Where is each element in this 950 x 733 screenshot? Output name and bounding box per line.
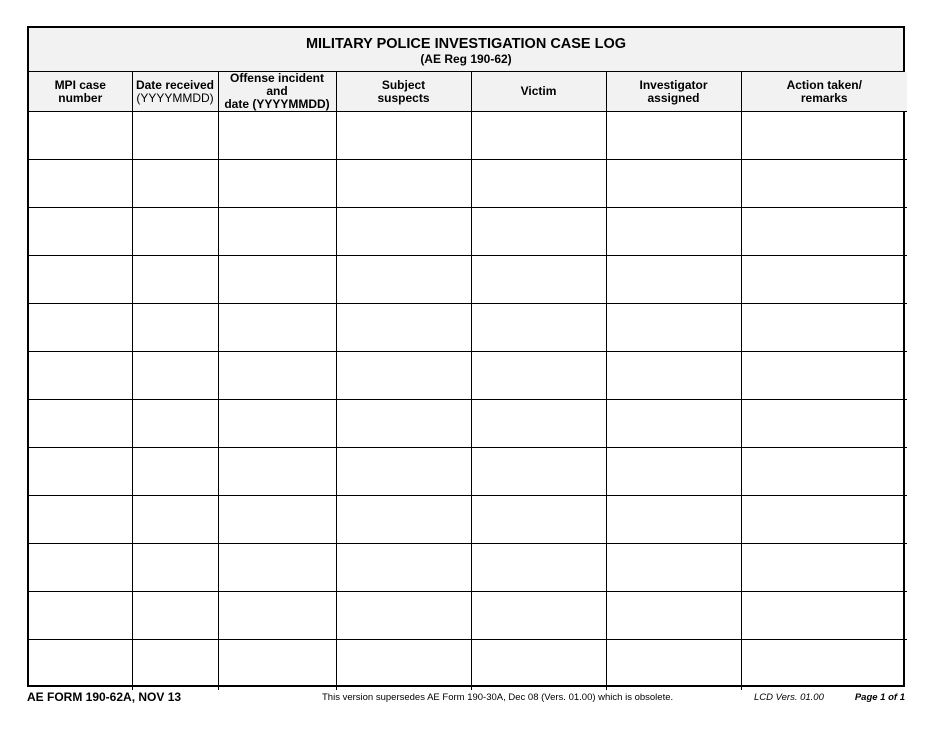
investigator-field[interactable] [606,592,741,640]
investigator-field[interactable] [606,400,741,448]
date-received-field[interactable] [132,496,218,544]
table-row [29,496,907,544]
subject-suspects-field[interactable] [336,400,471,448]
action-taken-field[interactable] [741,256,907,304]
offense-incident-field[interactable] [218,448,336,496]
action-taken-field[interactable] [741,400,907,448]
offense-incident-field[interactable] [218,544,336,592]
offense-incident-field[interactable] [218,592,336,640]
mpi-case-number-field[interactable] [29,496,132,544]
table-row [29,352,907,400]
col-header-line2: suspects [377,90,430,105]
offense-incident-field[interactable] [218,256,336,304]
subject-suspects-field[interactable] [336,256,471,304]
table-row [29,544,907,592]
investigator-field[interactable] [606,112,741,160]
subject-suspects-field[interactable] [336,112,471,160]
investigator-field[interactable] [606,448,741,496]
victim-field[interactable] [471,640,606,691]
offense-incident-field[interactable] [218,640,336,691]
subject-suspects-field[interactable] [336,592,471,640]
col-header-line1: Offense incident and [229,71,324,98]
table-row [29,304,907,352]
action-taken-field[interactable] [741,112,907,160]
subject-suspects-field[interactable] [336,208,471,256]
col-header-action-taken [741,72,907,112]
subject-suspects-field[interactable] [336,352,471,400]
victim-field[interactable] [471,160,606,208]
table-row [29,640,907,691]
victim-field[interactable] [471,592,606,640]
date-received-field[interactable] [132,160,218,208]
title-block [29,28,903,72]
col-header-line1: Action taken/ [786,77,862,92]
col-header-line1: Victim [520,84,557,98]
investigator-field[interactable] [606,640,741,691]
investigator-field[interactable] [606,544,741,592]
col-header-line2: date (YYYYMMDD) [224,97,330,111]
table-row [29,400,907,448]
date-received-field[interactable] [132,208,218,256]
form-title: MILITARY POLICE INVESTIGATION CASE LOG [305,36,627,52]
subject-suspects-field[interactable] [336,448,471,496]
offense-incident-field[interactable] [218,400,336,448]
action-taken-field[interactable] [741,640,907,691]
investigator-field[interactable] [606,208,741,256]
mpi-case-number-field[interactable] [29,160,132,208]
mpi-case-number-field[interactable] [29,256,132,304]
date-received-field[interactable] [132,544,218,592]
offense-incident-field[interactable] [218,160,336,208]
offense-incident-field[interactable] [218,496,336,544]
date-received-field[interactable] [132,112,218,160]
investigator-field[interactable] [606,304,741,352]
table-row [29,448,907,496]
case-log-table [29,72,907,690]
date-received-field[interactable] [132,448,218,496]
mpi-case-number-field[interactable] [29,112,132,160]
mpi-case-number-field[interactable] [29,592,132,640]
victim-field[interactable] [471,496,606,544]
table-row [29,592,907,640]
date-received-field[interactable] [132,256,218,304]
action-taken-field[interactable] [741,496,907,544]
subject-suspects-field[interactable] [336,304,471,352]
col-header-offense-incident [218,72,336,112]
action-taken-field[interactable] [741,544,907,592]
log-body [29,112,907,691]
victim-field[interactable] [471,544,606,592]
date-received-field[interactable] [132,640,218,691]
table-row [29,112,907,160]
victim-field[interactable] [471,112,606,160]
investigator-field[interactable] [606,352,741,400]
col-header-victim [471,72,606,112]
victim-field[interactable] [471,256,606,304]
offense-incident-field[interactable] [218,352,336,400]
supersedes-note: This version supersedes AE Form 190-30A, Dec 08 (Vers. 01.00) which is obsolete. [322,692,674,703]
investigator-field[interactable] [606,160,741,208]
col-header-date-received [132,72,218,112]
col-header-line2: (YYYYMMDD) [136,90,214,105]
date-received-field[interactable] [132,304,218,352]
subject-suspects-field[interactable] [336,544,471,592]
lcd-version: LCD Vers. 01.00 [754,692,824,703]
victim-field[interactable] [471,448,606,496]
action-taken-field[interactable] [741,160,907,208]
investigator-field[interactable] [606,256,741,304]
form-subtitle: (AE Reg 190-62) [420,52,512,66]
header-row [29,72,907,112]
action-taken-field[interactable] [741,352,907,400]
date-received-field[interactable] [132,352,218,400]
form-footer [27,690,905,706]
date-received-field[interactable] [132,400,218,448]
col-header-line1: Investigator [639,77,708,92]
action-taken-field[interactable] [741,304,907,352]
offense-incident-field[interactable] [218,208,336,256]
table-row [29,256,907,304]
table-row [29,160,907,208]
action-taken-field[interactable] [741,448,907,496]
subject-suspects-field[interactable] [336,160,471,208]
mpi-case-number-field[interactable] [29,352,132,400]
page-number: Page 1 of 1 [854,692,905,703]
case-log-form [27,26,905,687]
investigator-field[interactable] [606,496,741,544]
mpi-case-number-field[interactable] [29,640,132,691]
col-header-line1: MPI case number [54,77,106,105]
victim-field[interactable] [471,208,606,256]
victim-field[interactable] [471,400,606,448]
col-header-mpi-case-number [29,72,132,112]
offense-incident-field[interactable] [218,304,336,352]
col-header-line1: Date received [135,77,215,92]
subject-suspects-field[interactable] [336,496,471,544]
col-header-subject-suspects [336,72,471,112]
mpi-case-number-field[interactable] [29,208,132,256]
action-taken-field[interactable] [741,208,907,256]
mpi-case-number-field[interactable] [29,400,132,448]
form-id: AE FORM 190-62A, NOV 13 [27,690,182,704]
col-header-investigator-assigned [606,72,741,112]
table-row [29,208,907,256]
mpi-case-number-field[interactable] [29,448,132,496]
mpi-case-number-field[interactable] [29,304,132,352]
date-received-field[interactable] [132,592,218,640]
col-header-line2: assigned [647,90,700,105]
action-taken-field[interactable] [741,592,907,640]
col-header-line2: remarks [800,90,848,105]
col-header-line1: Subject [381,77,426,92]
victim-field[interactable] [471,304,606,352]
mpi-case-number-field[interactable] [29,544,132,592]
subject-suspects-field[interactable] [336,640,471,691]
offense-incident-field[interactable] [218,112,336,160]
victim-field[interactable] [471,352,606,400]
